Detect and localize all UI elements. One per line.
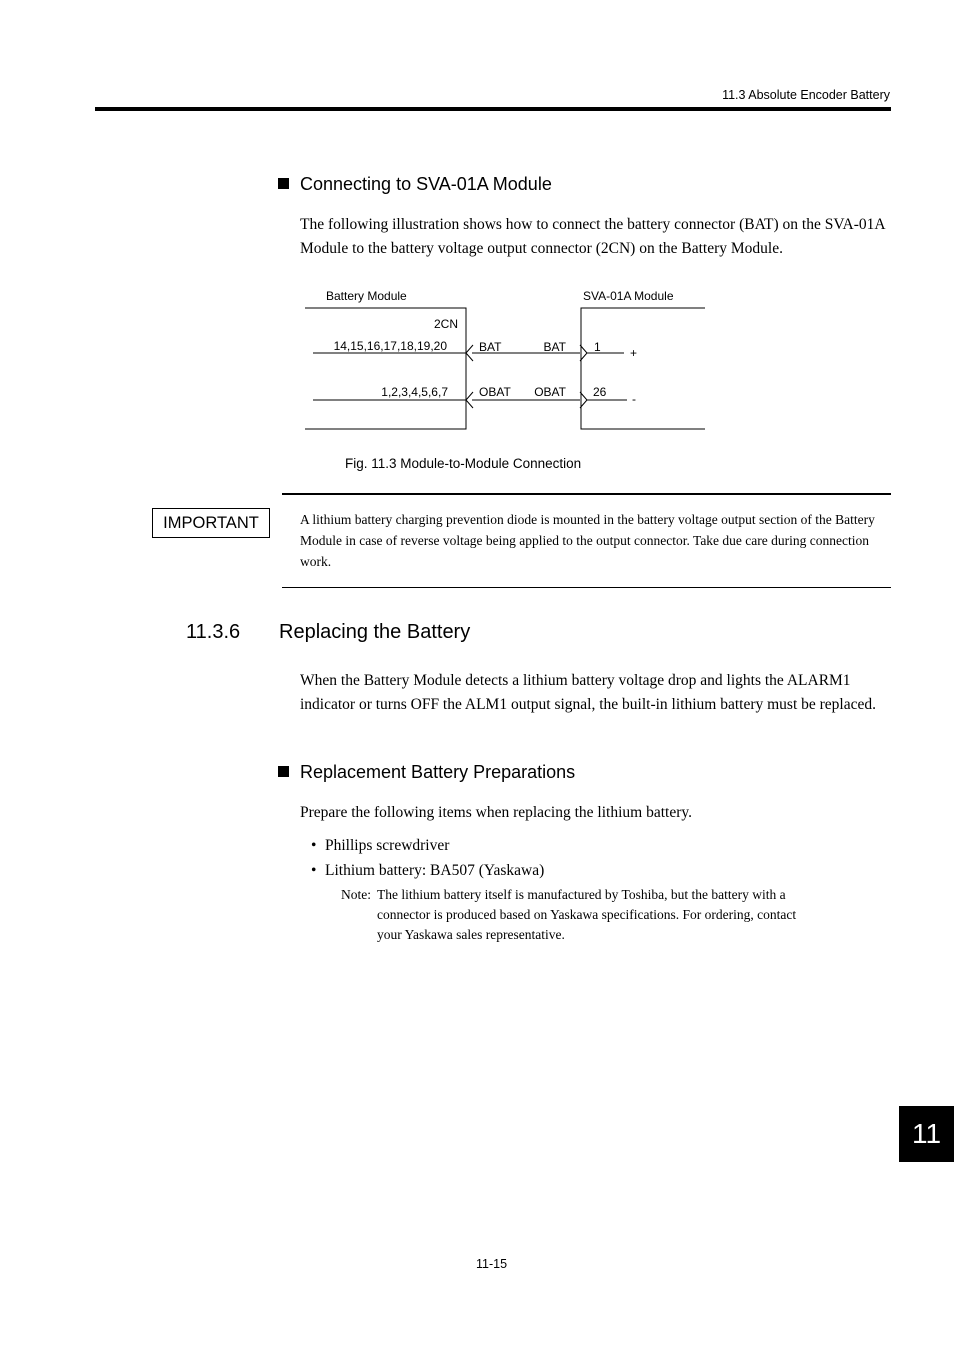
note-text: The lithium battery itself is manufactured by Toshiba, but the battery with a connector is produced based on Yaskawa specifications. For ordering, contact your Yaskawa sales representative. xyxy=(377,887,797,942)
polarity-plus-label: + xyxy=(630,346,638,360)
bullet-dot-icon: • xyxy=(311,837,317,854)
preparations-heading-text: Replacement Battery Preparations xyxy=(300,762,576,782)
obat-left-label: OBAT xyxy=(479,385,511,399)
list-item xyxy=(311,861,544,881)
list-item-text: Phillips screwdriver xyxy=(325,837,450,854)
list-item xyxy=(311,836,449,856)
sva-module-outline xyxy=(581,308,705,429)
pin-26-label: 26 xyxy=(593,385,607,399)
bat-left-label: BAT xyxy=(479,340,502,354)
section-title: Replacing the Battery xyxy=(279,621,471,643)
pin-1-label: 1 xyxy=(594,340,601,354)
sva-module-label: SVA-01A Module xyxy=(583,289,674,303)
list-item-text: Lithium battery: BA507 (Yaskawa) xyxy=(325,862,545,879)
important-label: IMPORTANT xyxy=(152,508,270,538)
figure-caption: Fig. 11.3 Module-to-Module Connection xyxy=(345,456,582,471)
connection-diagram-svg xyxy=(300,283,720,438)
connecting-heading-text: Connecting to SVA-01A Module xyxy=(300,174,552,194)
bat-right-label: BAT xyxy=(543,340,566,354)
page-number: 11-15 xyxy=(476,1257,508,1271)
connecting-paragraph: The following illustration shows how to connect the battery connector (BAT) on the SVA-01A Module to the battery voltage output connector (2CN) on the Battery Module. xyxy=(300,216,885,257)
important-rule-bottom xyxy=(282,587,891,588)
important-text: A lithium battery charging prevention diode is mounted in the battery voltage output section of the Battery Module in case of reverse voltage being applied to the output connector. Take due care during connection work. xyxy=(300,512,875,569)
important-rule-top xyxy=(282,493,891,495)
pins-top-left-label: 14,15,16,17,18,19,20 xyxy=(333,339,447,353)
running-head: 11.3 Absolute Encoder Battery xyxy=(722,88,890,102)
polarity-minus-label: - xyxy=(632,392,636,406)
connection-diagram xyxy=(300,283,720,438)
section-number: 11.3.6 xyxy=(186,621,241,643)
square-bullet-icon xyxy=(278,766,289,777)
note-label: Note: xyxy=(341,887,371,902)
replacing-paragraph: When the Battery Module detects a lithium battery voltage drop and lights the ALARM1 indicator or turns OFF the ALM1 output signal, the built-in lithium battery must be replaced. xyxy=(300,672,876,713)
preparations-intro: Prepare the following items when replacing the lithium battery. xyxy=(300,804,692,821)
battery-module-label: Battery Module xyxy=(326,289,407,303)
preparations-heading xyxy=(278,762,575,783)
square-bullet-icon xyxy=(278,178,289,189)
chapter-tab: 11 xyxy=(899,1106,954,1162)
header-rule xyxy=(95,107,891,111)
connector-2cn-label: 2CN xyxy=(433,317,458,331)
bullet-dot-icon: • xyxy=(311,862,317,879)
connector-bat-left-icon xyxy=(466,345,473,361)
connecting-heading xyxy=(278,174,552,195)
connector-obat-left-icon xyxy=(466,392,473,408)
pins-bottom-left-label: 1,2,3,4,5,6,7 xyxy=(381,385,448,399)
obat-right-label: OBAT xyxy=(534,385,566,399)
